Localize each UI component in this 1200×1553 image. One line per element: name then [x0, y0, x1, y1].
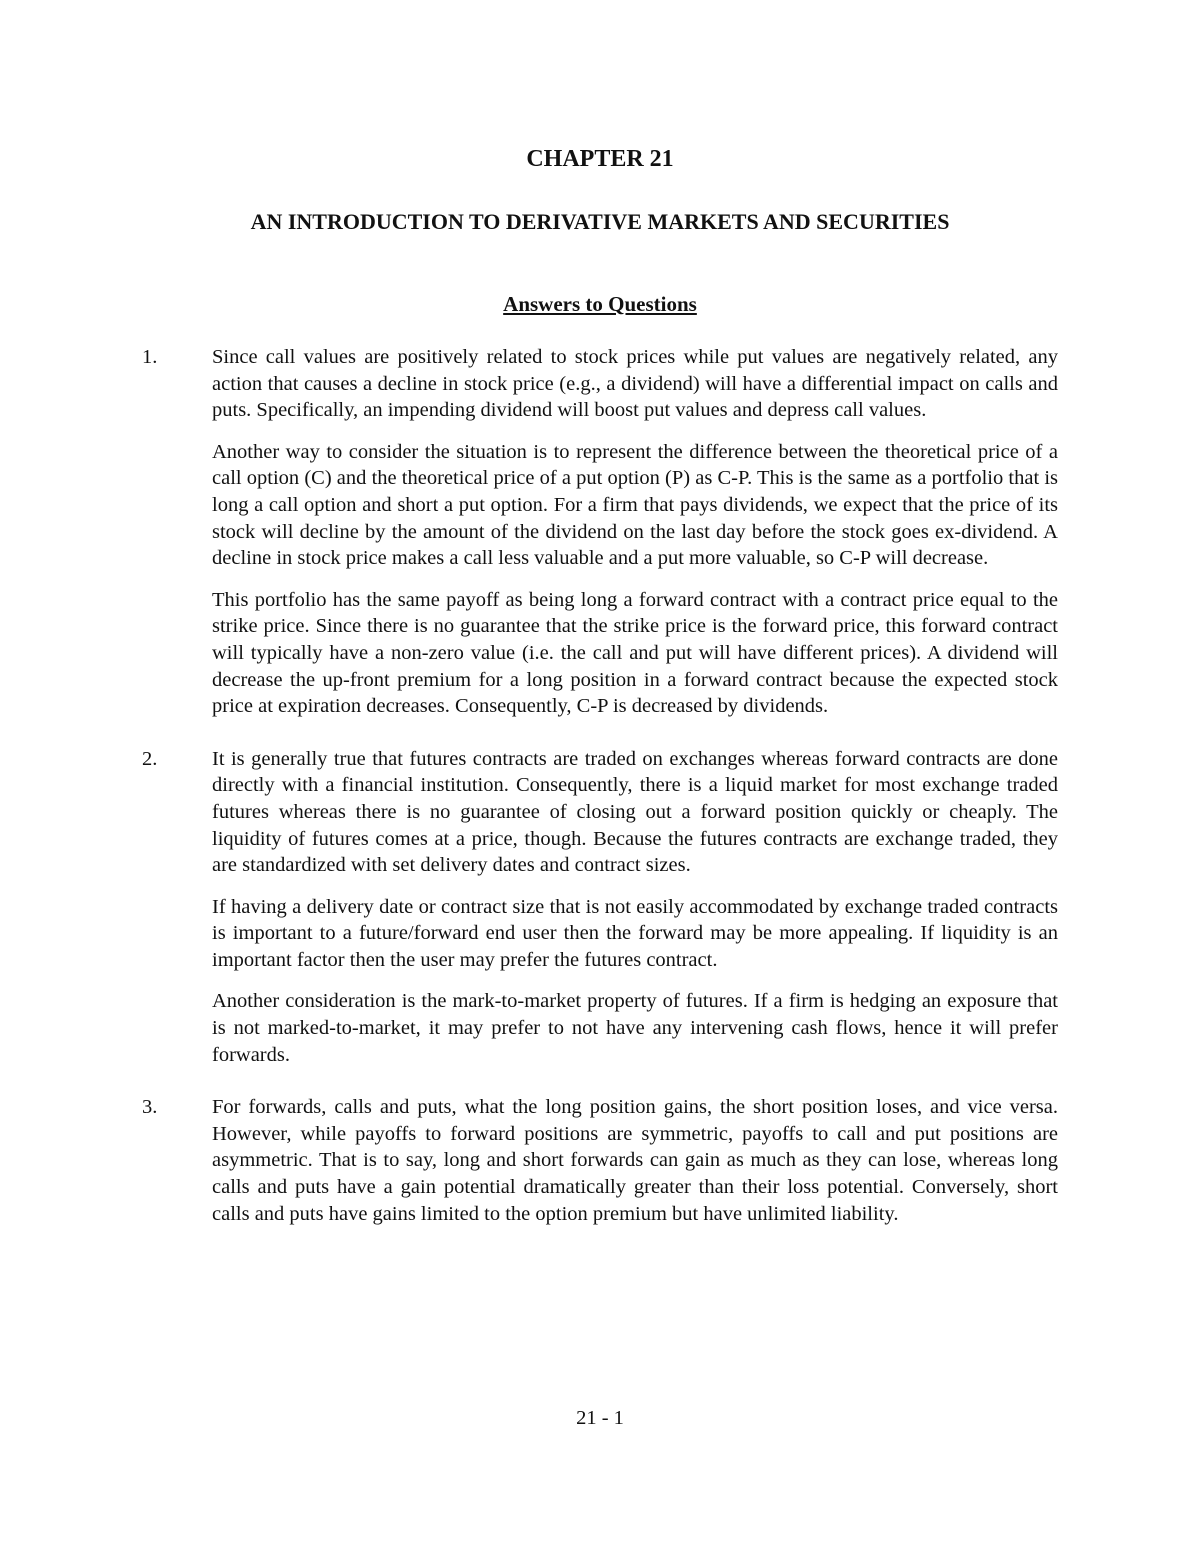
section-heading: Answers to Questions	[503, 292, 697, 316]
answer-number: 3.	[142, 1096, 158, 1119]
answer-number: 1.	[142, 346, 158, 368]
answer-item-2	[142, 746, 1058, 1069]
answer-paragraph: Another consideration is the mark-to-market property of futures. If a firm is hedging an exposure that is not marked-to-market, it may prefer to not have any intervening cash flows, hence it will prefer forwards.	[212, 990, 1058, 1066]
answer-number: 2.	[142, 747, 158, 770]
answers-list	[142, 344, 1058, 1253]
chapter-number: CHAPTER 21	[526, 146, 674, 172]
answer-item-3	[142, 1094, 1058, 1227]
answer-paragraph: This portfolio has the same payoff as being long a forward contract with a contract price equal to the strike price. Since there is no guarantee that the strike price is the forward price, this forward contract will typically have a non-zero value (i.e. the call and put will have different prices). A dividend will decrease the up-front premium for a long position in a forward contract because the expected stock price at expiration decreases. Consequently, C-P is decreased by dividends.	[212, 588, 1058, 718]
answer-paragraph: If having a delivery date or contract size that is not easily accommodated by exchange traded contracts is important to a future/forward end user then the forward may be more appealing. If liquidity is an important factor then the user may prefer the futures contract.	[212, 895, 1058, 971]
answer-paragraph: For forwards, calls and puts, what the long position gains, the short position loses, and vice versa. However, while payoffs to forward positions are symmetric, payoffs to call and put positions are asymmetric. That is to say, long and short forwards can gain as much as they can lose, whereas long calls and puts have a gain potential dramatically greater than their loss potential. Conversely, short calls and puts have gains limited to the option premium but have unlimited liability.	[212, 1096, 1058, 1225]
answer-paragraph: Another way to consider the situation is to represent the difference between the theoretical price of a call option (C) and the theoretical price of a put option (P) as C-P. This is the same as a portfolio that is long a call option and short a put option. For a firm that pays dividends, we expect that the price of its stock will decline by the amount of the dividend on the last day before the stock goes ex-dividend. A decline in stock price makes a call less valuable and a put more valuable, so C-P will decrease.	[212, 440, 1058, 570]
answer-item-1	[142, 344, 1058, 720]
chapter-title: AN INTRODUCTION TO DERIVATIVE MARKETS AND SECURITIES	[250, 209, 950, 234]
page-number: 21 - 1	[576, 1407, 624, 1429]
answer-paragraph: It is generally true that futures contracts are traded on exchanges whereas forward contracts are done directly with a financial institution. Consequently, there is a liquid market for most exchange traded futures whereas there is no guarantee of closing out a forward position quickly or cheaply. The liquidity of futures comes at a price, though. Because the futures contracts are exchange traded, they are standardized with set delivery dates and contract sizes.	[212, 747, 1058, 877]
answer-paragraph: Since call values are positively related to stock prices while put values are negatively related, any action that causes a decline in stock price (e.g., a dividend) will have a differential impact on calls and puts. Specifically, an impending dividend will boost put values and depress call values.	[212, 346, 1058, 422]
